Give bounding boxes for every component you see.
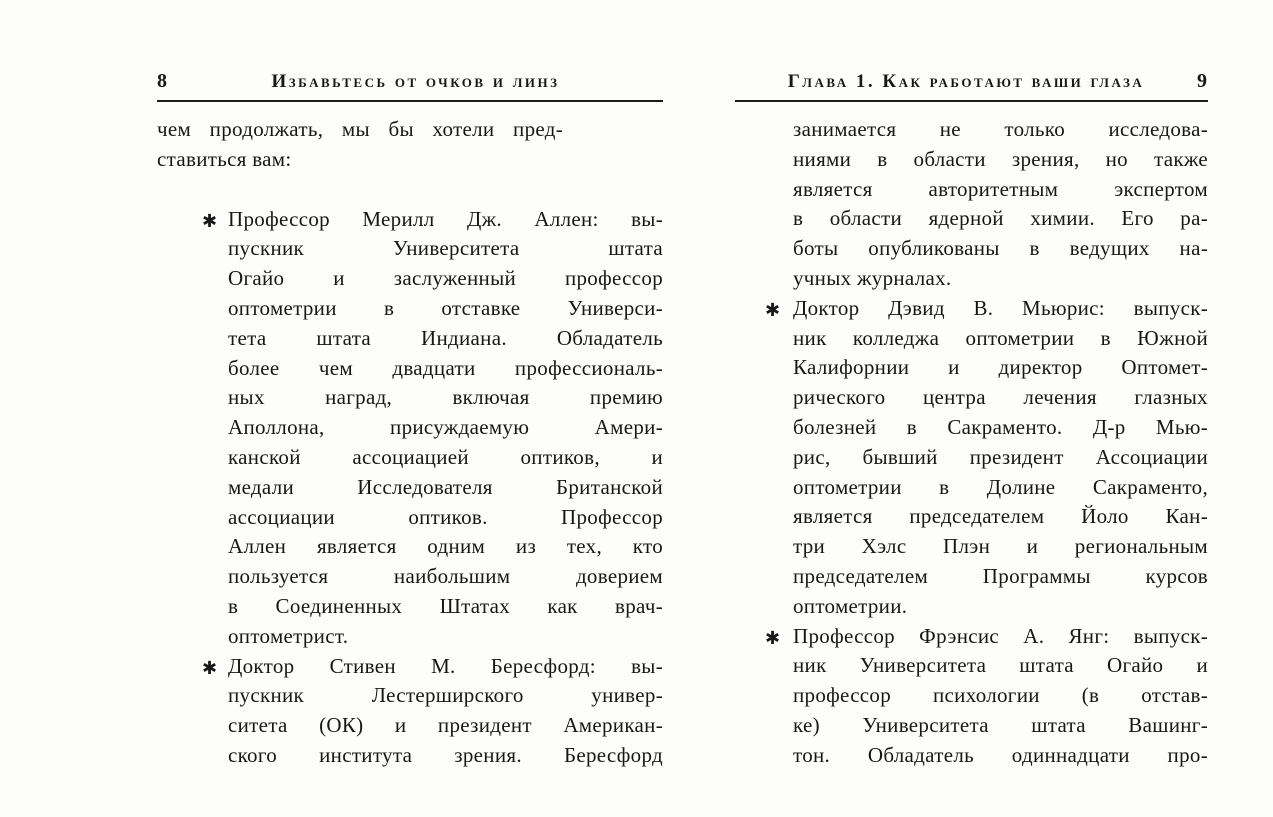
text-line: является председателем Йоло Кан- (793, 504, 1208, 529)
text-line: пользуется наибольшим доверием (228, 564, 663, 589)
text-line: учных журналах. (793, 265, 952, 290)
text-line: пускник Лестерширского универ- (228, 683, 663, 708)
text-line: ник Университета штата Огайо и (793, 653, 1208, 678)
text-line: оптометрии в Долине Сакраменто, (793, 474, 1208, 499)
text-line: ассоциации оптиков. Профессор (228, 504, 663, 529)
author-list-left (157, 205, 663, 771)
text-line: медали Исследователя Британской (228, 474, 663, 499)
text-line: ниями в области зрения, но также (793, 146, 1208, 171)
text-line: боты опубликованы в ведущих на- (793, 236, 1208, 261)
text-line: в Соединенных Штатах как врач- (228, 593, 663, 618)
text-line: три Хэлс Плэн и региональным (793, 534, 1208, 559)
list-item-beresford (202, 652, 663, 771)
text-line: оптометрист. (228, 623, 349, 648)
left-page-header (157, 70, 663, 102)
text-line: Доктор Дэвид В. Мьюрис: выпуск- (793, 295, 1208, 320)
text-line: Профессор Фрэнсис А. Янг: выпуск- (793, 623, 1208, 648)
list-item-muris (765, 294, 1208, 622)
text-line: пускник Университета штата (228, 236, 663, 261)
text-line: ке) Университета штата Вашинг- (793, 712, 1208, 737)
text-line: канской ассоциацией оптиков, и (228, 444, 663, 469)
list-item-allen (202, 205, 663, 652)
list-item-text (228, 652, 663, 771)
asterisk-bullet-icon: ✱ (765, 627, 781, 648)
text-line: Аполлона, присуждаемую Амери- (228, 415, 663, 440)
right-running-title: Глава 1. Как работают ваши глаза (787, 71, 1145, 92)
text-line: оптометрии. (793, 593, 908, 618)
text-line: тон. Обладатель одиннадцати про- (793, 742, 1208, 767)
left-page-body (157, 115, 663, 771)
text-line: Профессор Мерилл Дж. Аллен: вы- (228, 206, 663, 231)
text-line: болезней в Сакраменто. Д-р Мью- (793, 414, 1208, 439)
right-page-number: 9 (1197, 70, 1208, 92)
list-item-young (765, 622, 1208, 771)
text-line: ского института зрения. Бересфорд (228, 742, 663, 767)
text-line: рического центра лечения глазных (793, 385, 1208, 410)
asterisk-bullet-icon: ✱ (202, 210, 218, 231)
text-line: оптометрии в отставке Универси- (228, 295, 663, 320)
text-line: рис, бывший президент Ассоциации (793, 444, 1208, 469)
text-line: более чем двадцати профессиональ- (228, 355, 663, 380)
left-page-number: 8 (157, 70, 168, 92)
text-line: Огайо и заслуженный профессор (228, 266, 663, 291)
text-line: в области ядерной химии. Его ра- (793, 206, 1208, 231)
left-running-title: Избавьтесь от очков и линз (271, 71, 560, 92)
text-line: председателем Программы курсов (793, 563, 1208, 588)
text-line: Калифорнии и директор Оптомет- (793, 355, 1208, 380)
intro-paragraph (157, 115, 563, 175)
text-line: чем продолжать, мы бы хотели пред- (157, 117, 563, 141)
text-line: является авторитетным экспертом (793, 176, 1208, 201)
author-list-right (735, 294, 1208, 771)
list-item-text (793, 622, 1208, 771)
list-item-text (793, 294, 1208, 622)
text-line: ситета (ОК) и президент Американ- (228, 713, 663, 738)
text-line: профессор психологии (в отстав- (793, 683, 1208, 708)
list-item-text (228, 205, 663, 652)
text-line: занимается не только исследова- (793, 117, 1208, 141)
right-page-header (735, 70, 1208, 102)
asterisk-bullet-icon: ✱ (202, 657, 218, 678)
text-line: ник колледжа оптометрии в Южной (793, 325, 1208, 350)
page-left (157, 70, 663, 771)
text-line: ставиться вам: (157, 146, 292, 171)
right-page-body (735, 115, 1208, 771)
continuation-paragraph (735, 115, 1208, 294)
text-line: тета штата Индиана. Обладатель (228, 325, 663, 350)
text-line: ных наград, включая премию (228, 385, 663, 410)
text-line: Доктор Стивен М. Бересфорд: вы- (228, 653, 663, 678)
text-line: Аллен является одним из тех, кто (228, 534, 663, 559)
asterisk-bullet-icon: ✱ (765, 299, 781, 320)
page-right (735, 70, 1208, 771)
